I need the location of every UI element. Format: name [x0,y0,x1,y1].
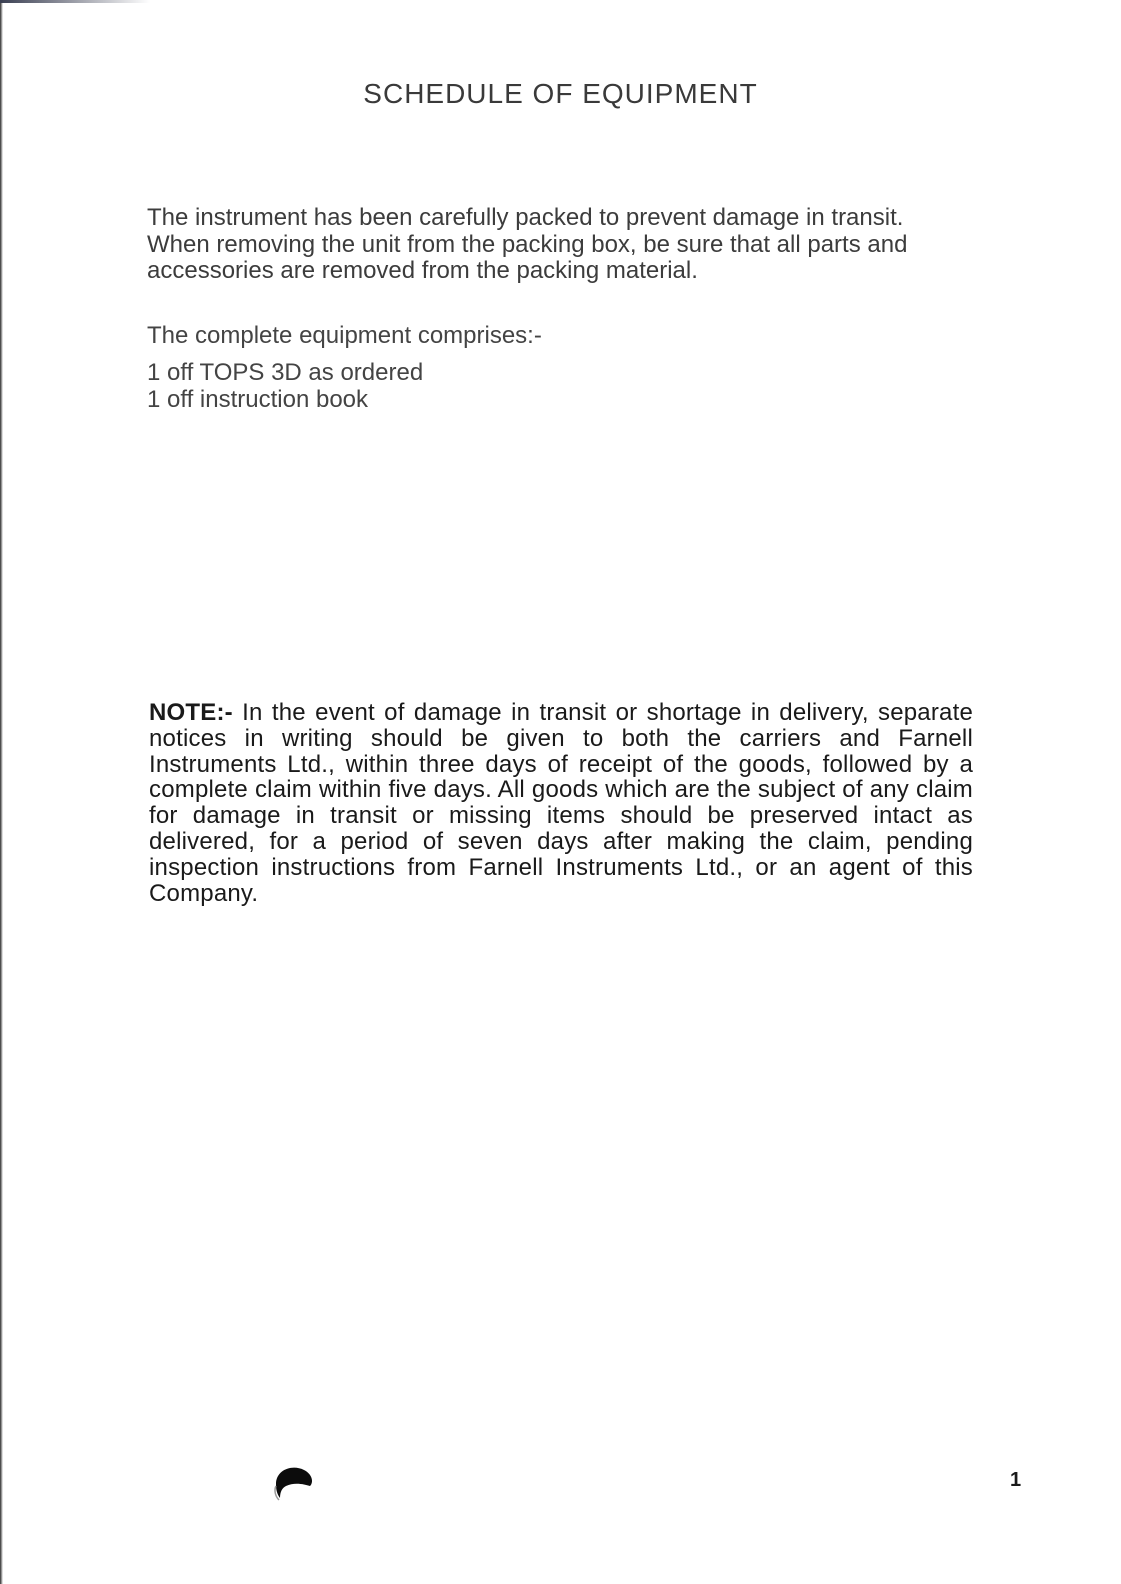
note-text: In the event of damage in transit or shortage in delivery, separate notices in writing should be given to both the carriers and Farnell Instruments Ltd., within three days of receipt of the goods, followed by a complete claim within five days. All goods which are the subject of any claim for damage in transit or missing items should be preserved intact as delivered, for a period of seven days after making the claim, pending inspection instructions from Farnell Instruments Ltd., or an agent of this Company. [149,699,973,907]
list-item: 1 off TOPS 3D as ordered [147,359,424,386]
intro-paragraph: The instrument has been carefully packed to prevent damage in transit. When removing the unit from the packing box, be sure that all parts and accessories are removed from the packing material. [147,204,908,284]
note-paragraph [149,700,973,906]
punch-hole-mark [270,1460,316,1502]
page-title: SCHEDULE OF EQUIPMENT [363,78,758,109]
page-number: 1 [1010,1469,1022,1491]
page-edge-top-shadow [0,0,150,3]
equipment-list [147,360,423,413]
page-edge-shadow [0,0,3,1584]
note-label: NOTE:- [149,699,233,726]
list-item: 1 off instruction book [147,385,369,413]
comprises-label: The complete equipment comprises:- [147,322,542,349]
